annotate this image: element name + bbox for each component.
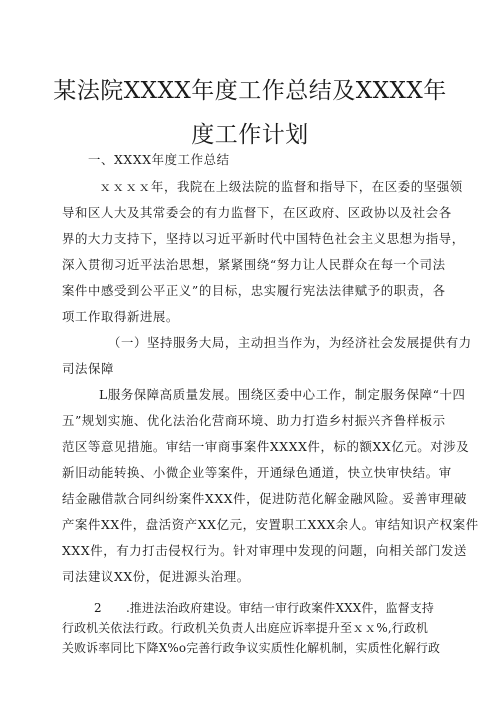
- intro-line: 深入贯彻习近平法治思想，紧紧围绕“努力让人民群众在每一个司法: [62, 257, 446, 272]
- intro-line: 案件中感受到公平正义”的目标，忠实履行宪法法律赋予的职责，各: [62, 283, 446, 298]
- intro-line: 项工作取得新进展。: [62, 309, 179, 324]
- document-title-line-2: 度工作计划: [191, 122, 309, 148]
- item-line: XXX件，有力打击侵权行为。针对审理中发现的问题，向相关部门发送: [62, 543, 467, 558]
- item-line: 司法建议XX份，促进源头治理。: [62, 569, 250, 584]
- intro-line: 界的大力支持下，坚持以习近平新时代中国特色社会主义思想为指导，: [62, 231, 465, 246]
- item-line: 结金融借款合同纠纷案件XXX件，促进防范化解金融风险。妥善审理破: [62, 491, 467, 506]
- item-line: 范区等意见措施。审结一审商事案件XXXX件，标的额XX亿元。对涉及: [62, 439, 470, 454]
- subsection-heading: （一）坚持服务大局，主动担当作为，为经济社会发展提供有力: [108, 335, 472, 350]
- item-line: 关败诉率同比下降X%o完善行政争议实质性化解机制，实质性化解行政: [62, 641, 441, 655]
- intro-line: ｘｘｘｘ年，我院在上级法院的监督和指导下，在区委的坚强领: [99, 179, 463, 194]
- item-line: 新旧动能转换、小微企业等案件，开通绿色通道，快立快审快结。审: [62, 465, 452, 480]
- item-line: 2 .推进法治政府建设。审结一审行政案件XXX件，监督支持: [94, 601, 435, 615]
- item-line: L服务保障高质量发展。围绕区委中心工作，制定服务保障“十四: [99, 387, 466, 402]
- item-line: 产案件XX件，盘活资产XX亿元，安置职工XXX余人。审结知识产权案件: [62, 517, 479, 532]
- section-heading: 一、XXXX年度工作总结: [88, 152, 230, 167]
- item-line: 五”规划实施、优化法治化营商环境、助力打造乡村振兴齐鲁样板示: [62, 413, 446, 428]
- document-title-line-1: 某法院XXXX年度工作总结及XXXX年: [53, 78, 447, 104]
- item-line: 行政机关依法行政。行政机关负责人出庭应诉率提升至ｘｘ%,行政机: [62, 621, 429, 635]
- subsection-heading: 司法保障: [62, 361, 114, 376]
- intro-line: 导和区人大及其常委会的有力监督下，在区政府、区政协以及社会各: [62, 205, 452, 220]
